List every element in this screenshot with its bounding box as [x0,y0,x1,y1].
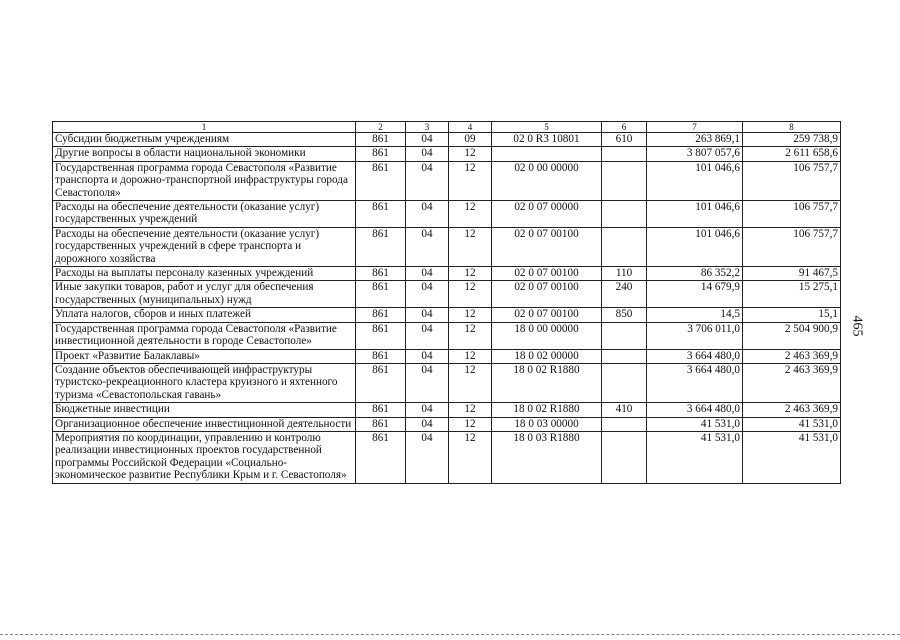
target-article-cell: 18 0 02 00000 [492,349,602,363]
column-number: 5 [492,122,602,133]
section-code-cell: 04 [406,417,449,431]
column-number: 6 [602,122,647,133]
subsection-code-cell: 12 [449,403,492,417]
section-code-cell: 04 [406,363,449,402]
subsection-code-cell: 12 [449,147,492,161]
ministry-code-cell: 861 [356,417,406,431]
target-article-cell: 18 0 02 R1880 [492,403,602,417]
table-row [53,133,841,147]
amount-col8-cell: 2 504 900,9 [743,322,841,349]
amount-col7-cell: 3 807 057,6 [647,147,743,161]
expense-type-cell [602,161,647,200]
subsection-code-cell: 12 [449,363,492,402]
section-code-cell: 04 [406,349,449,363]
amount-col7-cell: 41 531,0 [647,417,743,431]
ministry-code-cell: 861 [356,403,406,417]
table-row [53,322,841,349]
target-article-cell: 18 0 02 R1880 [492,363,602,402]
page-edge-divider [0,634,900,635]
ministry-code-cell: 861 [356,133,406,147]
amount-col8-cell: 41 531,0 [743,417,841,431]
budget-table [52,121,841,484]
ministry-code-cell: 861 [356,281,406,308]
ministry-code-cell: 861 [356,201,406,228]
section-code-cell: 04 [406,281,449,308]
table-row [53,147,841,161]
expense-type-cell [602,322,647,349]
column-number: 2 [356,122,406,133]
target-article-cell: 02 0 07 00000 [492,201,602,228]
table-row [53,201,841,228]
amount-col7-cell: 101 046,6 [647,161,743,200]
expense-type-cell: 410 [602,403,647,417]
ministry-code-cell: 861 [356,267,406,281]
table-row [53,349,841,363]
expense-type-cell: 850 [602,308,647,322]
amount-col7-cell: 14,5 [647,308,743,322]
amount-col8-cell: 106 757,7 [743,201,841,228]
subsection-code-cell: 12 [449,281,492,308]
expense-type-cell: 610 [602,133,647,147]
target-article-cell: 02 0 00 00000 [492,161,602,200]
row-name-cell: Мероприятия по координации, управлению и контролю реализации инвестиционных проектов государственной программы Российской Федерации «Социально-экономическое развитие Республики Крым и г. Севастополя» [53,431,356,483]
table-row [53,431,841,483]
amount-col7-cell: 86 352,2 [647,267,743,281]
expense-type-cell: 240 [602,281,647,308]
amount-col8-cell: 2 463 369,9 [743,363,841,402]
page-number: 465 [849,315,865,337]
subsection-code-cell: 12 [449,308,492,322]
ministry-code-cell: 861 [356,431,406,483]
column-number: 3 [406,122,449,133]
row-name-cell: Иные закупки товаров, работ и услуг для обеспечения государственных (муниципальных) нужд [53,281,356,308]
target-article-cell: 18 0 00 00000 [492,322,602,349]
amount-col7-cell: 3 664 480,0 [647,349,743,363]
ministry-code-cell: 861 [356,161,406,200]
amount-col7-cell: 41 531,0 [647,431,743,483]
ministry-code-cell: 861 [356,322,406,349]
subsection-code-cell: 09 [449,133,492,147]
subsection-code-cell: 12 [449,161,492,200]
ministry-code-cell: 861 [356,363,406,402]
expense-type-cell [602,431,647,483]
amount-col7-cell: 3 664 480,0 [647,363,743,402]
target-article-cell [492,147,602,161]
target-article-cell: 02 0 07 00100 [492,227,602,266]
section-code-cell: 04 [406,267,449,281]
section-code-cell: 04 [406,133,449,147]
ministry-code-cell: 861 [356,147,406,161]
target-article-cell: 02 0 07 00100 [492,267,602,281]
ministry-code-cell: 861 [356,308,406,322]
column-number-row [53,122,841,133]
amount-col7-cell: 101 046,6 [647,201,743,228]
row-name-cell: Бюджетные инвестиции [53,403,356,417]
table-row [53,281,841,308]
amount-col7-cell: 14 679,9 [647,281,743,308]
row-name-cell: Другие вопросы в области национальной экономики [53,147,356,161]
amount-col8-cell: 2 611 658,6 [743,147,841,161]
amount-col8-cell: 15,1 [743,308,841,322]
section-code-cell: 04 [406,322,449,349]
expense-type-cell [602,147,647,161]
amount-col7-cell: 3 706 011,0 [647,322,743,349]
expense-type-cell [602,227,647,266]
row-name-cell: Государственная программа города Севастополя «Развитие транспорта и дорожно-транспортной инфраструктуры города Севастополя» [53,161,356,200]
table-row [53,363,841,402]
subsection-code-cell: 12 [449,267,492,281]
amount-col7-cell: 3 664 480,0 [647,403,743,417]
row-name-cell: Государственная программа города Севастополя «Развитие инвестиционной деятельности в городе Севастополе» [53,322,356,349]
budget-table-body [53,133,841,484]
amount-col8-cell: 41 531,0 [743,431,841,483]
expense-type-cell [602,363,647,402]
target-article-cell: 18 0 03 00000 [492,417,602,431]
target-article-cell: 18 0 03 R1880 [492,431,602,483]
amount-col8-cell: 259 738,9 [743,133,841,147]
row-name-cell: Проект «Развитие Балаклавы» [53,349,356,363]
subsection-code-cell: 12 [449,322,492,349]
subsection-code-cell: 12 [449,227,492,266]
table-row [53,308,841,322]
subsection-code-cell: 12 [449,201,492,228]
amount-col8-cell: 106 757,7 [743,161,841,200]
section-code-cell: 04 [406,308,449,322]
subsection-code-cell: 12 [449,349,492,363]
section-code-cell: 04 [406,147,449,161]
row-name-cell: Субсидии бюджетным учреждениям [53,133,356,147]
target-article-cell: 02 0 R3 10801 [492,133,602,147]
expense-type-cell [602,201,647,228]
ministry-code-cell: 861 [356,227,406,266]
row-name-cell: Расходы на обеспечение деятельности (оказание услуг) государственных учреждений [53,201,356,228]
column-number: 4 [449,122,492,133]
row-name-cell: Уплата налогов, сборов и иных платежей [53,308,356,322]
amount-col8-cell: 2 463 369,9 [743,403,841,417]
amount-col8-cell: 91 467,5 [743,267,841,281]
table-row [53,161,841,200]
table-row [53,417,841,431]
amount-col7-cell: 263 869,1 [647,133,743,147]
section-code-cell: 04 [406,431,449,483]
column-number: 8 [743,122,841,133]
amount-col8-cell: 2 463 369,9 [743,349,841,363]
ministry-code-cell: 861 [356,349,406,363]
row-name-cell: Расходы на обеспечение деятельности (оказание услуг) государственных учреждений в сфере транспорта и дорожного хозяйства [53,227,356,266]
expense-type-cell: 110 [602,267,647,281]
expense-type-cell [602,417,647,431]
column-number: 1 [53,122,356,133]
row-name-cell: Создание объектов обеспечивающей инфраструктуры туристско-рекреационного кластера круизного и яхтенного туризма «Севастопольская гавань» [53,363,356,402]
section-code-cell: 04 [406,403,449,417]
subsection-code-cell: 12 [449,431,492,483]
section-code-cell: 04 [406,227,449,266]
subsection-code-cell: 12 [449,417,492,431]
amount-col7-cell: 101 046,6 [647,227,743,266]
expense-type-cell [602,349,647,363]
amount-col8-cell: 15 275,1 [743,281,841,308]
section-code-cell: 04 [406,161,449,200]
column-number: 7 [647,122,743,133]
table-row [53,267,841,281]
row-name-cell: Организационное обеспечение инвестиционной деятельности [53,417,356,431]
target-article-cell: 02 0 07 00100 [492,281,602,308]
row-name-cell: Расходы на выплаты персоналу казенных учреждений [53,267,356,281]
table-row [53,227,841,266]
amount-col8-cell: 106 757,7 [743,227,841,266]
target-article-cell: 02 0 07 00100 [492,308,602,322]
table-row [53,403,841,417]
section-code-cell: 04 [406,201,449,228]
